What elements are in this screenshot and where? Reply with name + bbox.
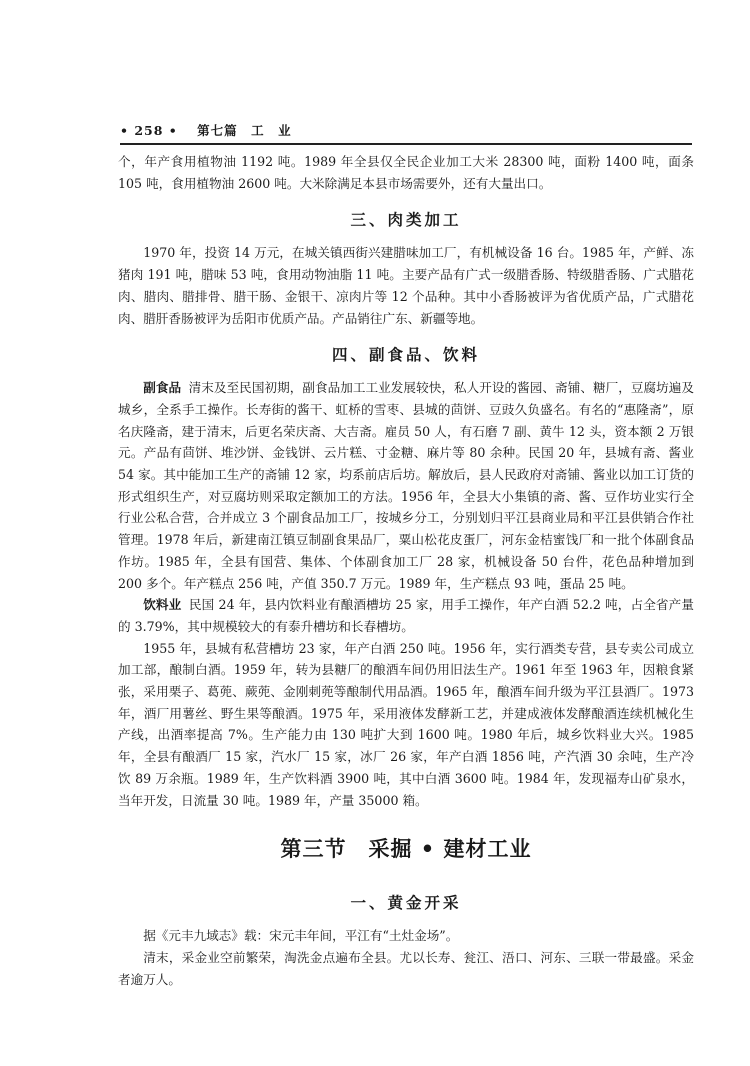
part-title: 第七篇 工 业 [197, 123, 292, 138]
drink-lead: 饮料业 [143, 597, 182, 613]
intro-paragraph: 个，年产食用植物油 1192 吨。1989 年全县仅全民企业加工大米 28300 吨，面粉 1400 吨，面条 105 吨，食用植物油 2600 吨。大米除满足本县市场需要外，还有大量出口。 [118, 154, 694, 191]
document-body [118, 151, 694, 990]
section-heading-meat: 三、肉类加工 [350, 210, 462, 230]
meat-paragraph: 1970 年，投资 14 万元，在城关镇西街兴建腊味加工厂，有机械设备 16 台。1985 年，产鲜、冻猪肉 191 吨，腊味 53 吨，食用动物油脂 11 吨。主要产品有广式一级腊香肠、特级腊香肠、广式腊花肉、腊肉、腊排骨、腊干肠、金银干、凉肉片等 12 个品种。其中小香肠被评为省优质产品，广式腊花肉、腊肝香肠被评为岳阳市优质产品。产品销往广东、新疆等地。 [118, 245, 694, 326]
header-rule [120, 143, 692, 145]
drink-text: 民国 24 年，县内饮料业有酿酒槽坊 25 家，用手工操作，年产白酒 52.2 吨，占全省产量的 3.79%，其中规模较大的有泰升槽坊和长春槽坊。 [118, 597, 694, 634]
chapter-heading: 第三节 采掘 • 建材工业 [280, 837, 532, 862]
drink-paragraph [118, 594, 694, 637]
running-header [120, 121, 680, 139]
sidefood-paragraph [118, 377, 694, 594]
gold-paragraph-1: 据《元丰九域志》载：宋元丰年间，平江有“土灶金场”。 [143, 928, 459, 944]
section-heading-food: 四、副食品、饮料 [331, 345, 480, 365]
section-heading-gold: 一、黄金开采 [350, 893, 462, 913]
gold-paragraph-2: 清末，采金业空前繁荣，淘洗金点遍布全县。尤以长寿、瓮江、浯口、河东、三联一带最盛。采金者逾万人。 [118, 949, 694, 987]
page-number: • 258 • [120, 123, 178, 138]
drink-paragraph-2: 1955 年，县城有私营槽坊 23 家，年产白酒 250 吨。1956 年，实行酒类专营，县专卖公司成立加工部，酿制白酒。1959 年，转为县糖厂的酿酒车间仍用旧法生产。1961 年至 1963 年，因粮食紧张，采用栗子、葛蔸、蕨蔸、金刚刺蔸等酿制代用品酒。1965 年，酿酒车间升级为平江县酒厂。1973 年，酒厂用薯丝、野生果等酿酒。1975 年，采用液体发酵新工艺，并建成液体发酵酿酒连续机械化生产线，出酒率提高 7%。生产能力由 130 吨扩大到 1600 吨。1980 年后，城乡饮料业大兴。1985 年，全县有酿酒厂 15 家，汽水厂 15 家，冰厂 26 家，年产白酒 1856 吨，产汽酒 30 余吨，生产冷饮 89 万余瓶。1989 年，生产饮料酒 3900 吨，其中白酒 3600 吨。1984 年，发现福寿山矿泉水，当年开发，日流量 30 吨。1989 年，产量 35000 箱。 [118, 640, 694, 808]
sidefood-lead: 副食品 [143, 380, 182, 396]
sidefood-text: 清末及至民国初期，副食品加工工业发展较快，私人开设的酱园、斋铺、糖厂，豆腐坊遍及城乡，全系手工操作。长寿街的酱干、虹桥的雪枣、县城的茴饼、豆豉久负盛名。有名的“惠隆斋”，原名庆隆斋，建于清末，后更名荣庆斋、大吉斋。雇员 50 人，有石磨 7 副、黄牛 12 头，资本额 2 万银元。产品有茴饼、堆沙饼、金钱饼、云片糕、寸金糖、麻片等 80 余种。民国 20 年，县城有斋、酱业 54 家。其中能加工生产的斋铺 12 家，均系前店后坊。解放后，县人民政府对斋铺、酱业以加工订货的形式组织生产，对豆腐坊则采取定额加工的方法。1956 年，全县大小集镇的斋、酱、豆作坊业实行全行业公私合营，合并成立 3 个副食品加工厂，按城乡分工，分别划归平江县商业局和平江县供销合作社管理。1978 年后，新建南江镇豆制副食果品厂，粟山松花皮蛋厂，河东金桔蜜饯厂和一批个体副食品作坊。1985 年，全县有国营、集体、个体副食加工厂 28 家，机械设备 50 台件，花色品种增加到 200 多个。年产糕点 256 吨，产值 350.7 万元。1989 年，生产糕点 93 吨，蛋品 25 吨。 [118, 380, 695, 591]
